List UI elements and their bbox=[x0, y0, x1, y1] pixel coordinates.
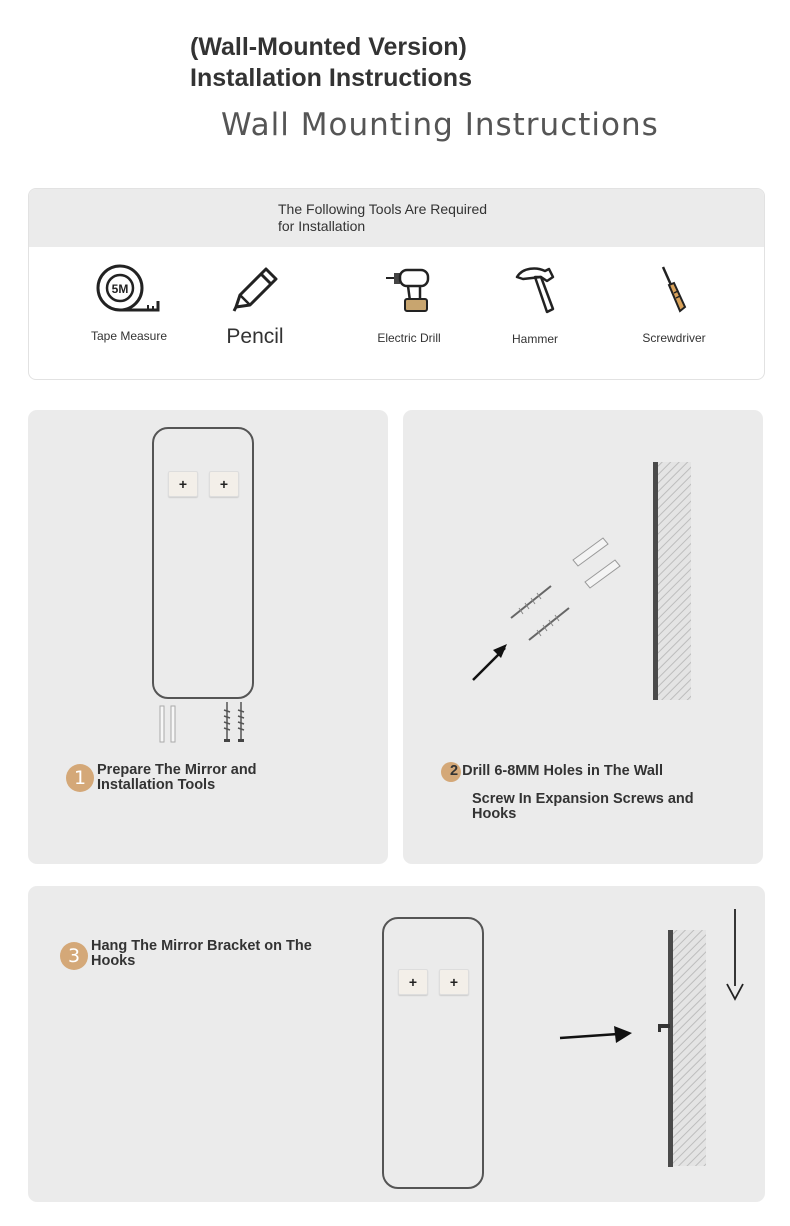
tool-tape-measure bbox=[79, 263, 179, 343]
step-2-number: 2 bbox=[450, 763, 459, 779]
tape-measure-badge: 5M bbox=[111, 282, 129, 296]
tool-label-tape-measure: Tape Measure bbox=[90, 329, 168, 343]
tools-header bbox=[29, 189, 764, 247]
step-1-text bbox=[97, 763, 337, 793]
screwdriver-icon bbox=[657, 265, 691, 313]
hang-on-wall-icon bbox=[556, 906, 756, 1176]
tape-measure-icon bbox=[96, 263, 162, 315]
step-1-badge: 1 bbox=[66, 764, 94, 792]
mirror-back-clip-right: + bbox=[439, 969, 469, 995]
mirror-back-clip-left: + bbox=[398, 969, 428, 995]
title-line-2: Installation Instructions bbox=[190, 64, 472, 92]
step-2-card bbox=[403, 410, 763, 864]
tool-hammer bbox=[495, 265, 575, 346]
tool-electric-drill bbox=[359, 267, 459, 345]
step-2-title-text: Drill 6-8MM Holes in The Wall bbox=[462, 763, 663, 779]
mirror-clip-left: + bbox=[168, 471, 198, 497]
tools-heading-line-2: for Installation bbox=[278, 218, 366, 234]
tool-label-hammer: Hammer bbox=[511, 332, 558, 346]
step-2-line-1: Screw In Expansion Screws and bbox=[472, 791, 694, 807]
step-3-card bbox=[28, 886, 765, 1202]
mirror-illustration bbox=[152, 427, 254, 699]
step-1-line-1: Prepare The Mirror and bbox=[97, 762, 257, 778]
screws-and-anchors-icon bbox=[463, 530, 643, 690]
step-3-badge: 3 bbox=[60, 942, 88, 970]
step-3-line-2: Hooks bbox=[91, 953, 136, 969]
page-title bbox=[190, 32, 472, 94]
step-2-text bbox=[472, 792, 732, 822]
tool-label-electric-drill: Electric Drill bbox=[377, 331, 441, 345]
page-subtitle: Wall Mounting Instructions bbox=[221, 107, 659, 143]
step-3-line-1: Hang The Mirror Bracket on The bbox=[91, 938, 312, 954]
tool-screwdriver bbox=[624, 265, 724, 345]
tool-label-pencil: Pencil bbox=[226, 325, 284, 348]
wall-section-icon bbox=[653, 462, 693, 702]
hammer-icon bbox=[513, 265, 557, 315]
mirror-clip-right: + bbox=[209, 471, 239, 497]
tool-label-screwdriver: Screwdriver bbox=[642, 331, 706, 345]
anchors-and-screws-icon bbox=[154, 700, 254, 748]
tool-pencil bbox=[215, 265, 295, 349]
mirror-back-illustration bbox=[382, 917, 484, 1189]
electric-drill-icon bbox=[384, 267, 434, 313]
tools-card bbox=[28, 188, 765, 380]
step-3-text bbox=[91, 939, 351, 969]
step-2-line-2: Hooks bbox=[472, 806, 517, 822]
step-1-card bbox=[28, 410, 388, 864]
step-2-title bbox=[450, 764, 750, 779]
pencil-icon bbox=[230, 265, 280, 313]
tools-heading-line-1: The Following Tools Are Required bbox=[278, 201, 488, 217]
step-1-line-2: Installation Tools bbox=[97, 777, 216, 793]
title-line-1: (Wall-Mounted Version) bbox=[190, 33, 467, 61]
tools-heading bbox=[278, 201, 538, 235]
